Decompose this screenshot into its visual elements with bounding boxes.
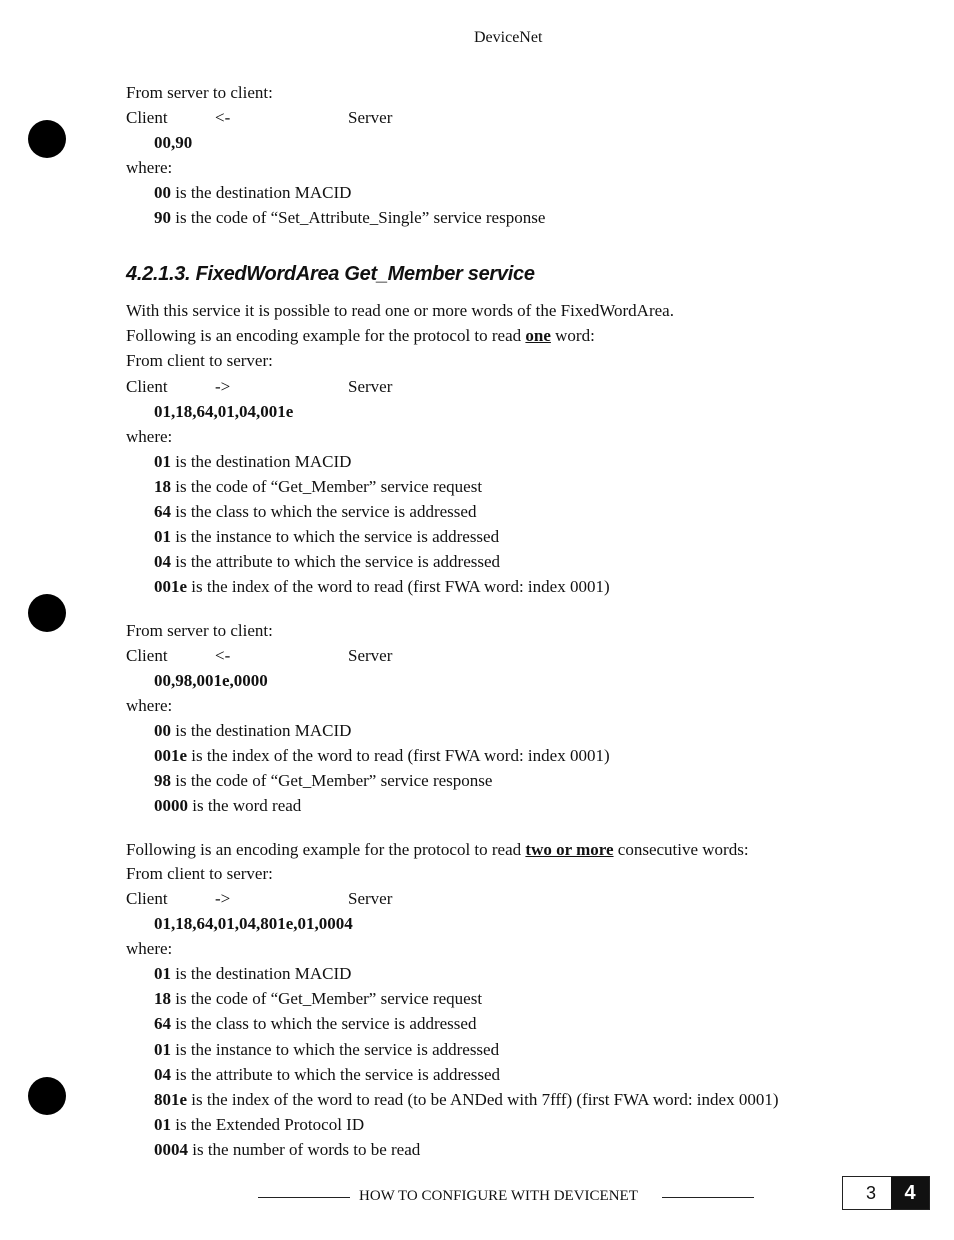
page-number-box (842, 1176, 930, 1210)
s4-where: where: (126, 939, 173, 958)
s4-item: 01 is the destination MACID (154, 964, 352, 983)
s2-arrow: -> (215, 377, 231, 396)
footer-rule-left (258, 1197, 350, 1198)
intro-one-word: Following is an encoding example for the protocol to read one word: (126, 326, 595, 345)
s2-direction: From client to server: (126, 351, 273, 370)
s3-message: 00,98,001e,0000 (154, 671, 268, 690)
s1-item: 90 is the code of “Set_Attribute_Single” service response (154, 208, 546, 227)
s2-item: 001e is the index of the word to read (first FWA word: index 0001) (154, 577, 610, 596)
page-number: 3 (865, 1183, 876, 1203)
s4-message: 01,18,64,01,04,801e,01,0004 (154, 914, 353, 933)
s1-client-label: Client (126, 108, 168, 127)
footer-rule-right (662, 1197, 754, 1198)
s3-server-label: Server (348, 646, 393, 665)
s3-item: 00 is the destination MACID (154, 721, 352, 740)
binder-hole-top (28, 120, 66, 158)
s1-message: 00,90 (154, 133, 193, 152)
s4-client-label: Client (126, 889, 168, 908)
s2-message: 01,18,64,01,04,001e (154, 402, 294, 421)
s4-direction: From client to server: (126, 864, 273, 883)
s4-item: 64 is the class to which the service is addressed (154, 1014, 477, 1033)
footer-title: HOW TO CONFIGURE WITH DEVICENET (359, 1188, 638, 1204)
intro-multi-word: Following is an encoding example for the protocol to read two or more consecutive words: (126, 840, 749, 859)
s1-server-label: Server (348, 108, 393, 127)
s2-item: 18 is the code of “Get_Member” service request (154, 477, 483, 496)
s3-item: 0000 is the word read (154, 796, 302, 815)
s2-where: where: (126, 427, 173, 446)
s4-item: 18 is the code of “Get_Member” service request (154, 989, 483, 1008)
s1-where: where: (126, 158, 173, 177)
s2-item: 64 is the class to which the service is addressed (154, 502, 477, 521)
s1-arrow: <- (215, 108, 231, 127)
s2-server-label: Server (348, 377, 393, 396)
s4-item: 01 is the Extended Protocol ID (154, 1115, 365, 1134)
s4-item: 801e is the index of the word to read (to be ANDed with 7fff) (first FWA word: index 0001) (154, 1090, 779, 1109)
s3-direction: From server to client: (126, 621, 273, 640)
s4-item: 01 is the instance to which the service is addressed (154, 1040, 500, 1059)
s1-direction: From server to client: (126, 83, 273, 102)
s3-where: where: (126, 696, 173, 715)
s4-item: 0004 is the number of words to be read (154, 1140, 421, 1159)
binder-hole-bottom (28, 1077, 66, 1115)
s2-item: 01 is the instance to which the service is addressed (154, 527, 500, 546)
s4-server-label: Server (348, 889, 393, 908)
s1-item: 00 is the destination MACID (154, 183, 352, 202)
section-heading: 4.2.1.3. FixedWordArea Get_Member service (126, 263, 535, 285)
s2-item: 01 is the destination MACID (154, 452, 352, 471)
s2-item: 04 is the attribute to which the service is addressed (154, 552, 501, 571)
s2-client-label: Client (126, 377, 168, 396)
s4-arrow: -> (215, 889, 231, 908)
s3-item: 001e is the index of the word to read (first FWA word: index 0001) (154, 746, 610, 765)
s4-item: 04 is the attribute to which the service is addressed (154, 1065, 501, 1084)
chapter-tab: 4 (891, 1177, 929, 1209)
intro-paragraph: With this service it is possible to read one or more words of the FixedWordArea. (126, 301, 674, 320)
s3-arrow: <- (215, 646, 231, 665)
s3-item: 98 is the code of “Get_Member” service response (154, 771, 493, 790)
running-header: DeviceNet (474, 29, 543, 46)
binder-hole-middle (28, 594, 66, 632)
s3-client-label: Client (126, 646, 168, 665)
